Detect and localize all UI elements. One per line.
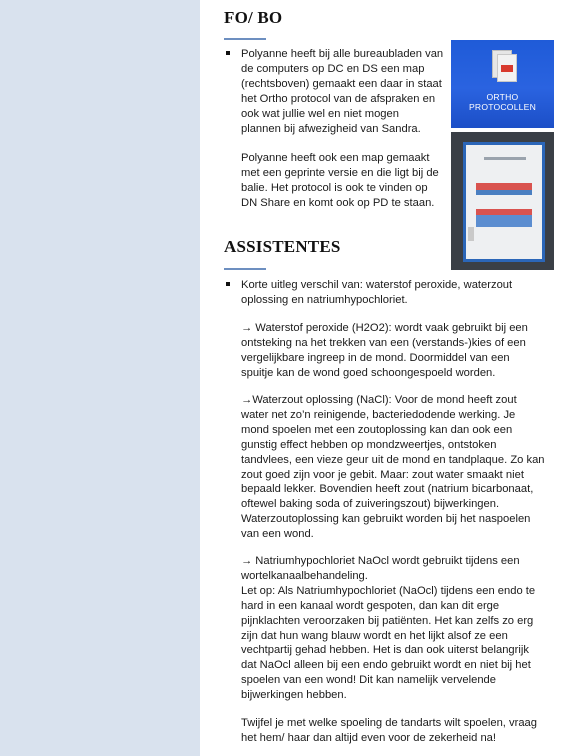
document-page <box>200 0 568 756</box>
desktop-screenshot-image <box>451 40 554 128</box>
printed-protocol-photo <box>451 132 554 270</box>
section-title-underline <box>224 268 266 270</box>
sheet-title-line <box>484 157 526 160</box>
sheet-red-band <box>476 183 532 190</box>
sheet-blue-band <box>476 215 532 227</box>
folder-icon-label: ORTHO PROTOCOLLEN <box>469 92 536 112</box>
left-margin-panel <box>0 0 200 756</box>
paragraph-printed-folder: Polyanne heeft ook een map gemaakt met een geprinte versie en die ligt bij de balie. Het protocol is ook te vinden op DN Share en komt ook op PD te staan. <box>241 152 439 209</box>
section-title-assistentes: ASSISTENTES <box>224 237 341 256</box>
paragraph-peroxide: → Waterstof peroxide (H2O2): wordt vaak gebruikt bij een ontsteking na het trekken van een (verstands-)kies of een vergelijkbare ingreep in de mond. Doormiddel van een spuitje kan de wond goed schoongespoeld worden. <box>241 322 528 379</box>
section-title-underline <box>224 38 266 40</box>
pdf-badge-icon <box>501 65 513 72</box>
sheet-blue-band <box>476 190 532 195</box>
pdf-folder-icon <box>497 54 517 82</box>
protocol-sheet <box>463 142 545 262</box>
paragraph-folder-desktops: Polyanne heeft bij alle bureaubladen van de computers op DC en DS een map (rechtsboven) gemaakt een daar in staat het Ortho protocol van de afspraken en ook wat jullie wel en niet mogen plannen bij afwezigheid van Sandra. <box>241 48 444 135</box>
binder-tab <box>468 227 474 241</box>
paragraph-closing: Twijfel je met welke spoeling de tandarts wilt spoelen, vraag het hem/ haar dan altijd even voor de zekerheid na! <box>241 717 537 744</box>
bullet-marker <box>226 51 230 55</box>
paragraph-saline: →Waterzout oplossing (NaCl): Voor de mond heeft zout water net zo’n reinigende, bacteriedodende werking. Je mond spoelen met een zoutoplossing kan dan ook een gunstig effect hebben op mondzweertjes, ontstoken tandvlees, een vieze geur uit de mond en tandplaque. Zo kan zout goed zijn voor je gebit. Maar: zout water smaakt niet bepaald lekker. Bovendien heeft zout (natrium bicarbonaat, oftewel baking soda of zuiveringszout) bijwerkingen. Waterzoutoplossing kan gebruikt worden bij het naspoelen van een wond. <box>241 394 545 541</box>
paragraph-intro: Korte uitleg verschil van: waterstof peroxide, waterzout oplossing en natriumhypochloriet. <box>241 279 513 306</box>
section-title-fo-bo: FO/ BO <box>224 8 283 27</box>
bullet-marker <box>226 282 230 286</box>
paragraph-hypochlorite: → Natriumhypochloriet NaOcl wordt gebruikt tijdens een wortelkanaalbehandeling. Let op: Als Natriumhypochloriet (NaOcl) tijdens een endo te hard in een kanaal wordt gespoten, dan kan dit erge pijnklachten veroorzaken bij patiënten. Het kan zelfs zo erg zijn dat hun wang blauw wordt en het lijkt alsof ze een vechtpartij gehad hebben. Het is dan ook uiterst belangrijk dat NaOcl alleen bij een endo gebruikt wordt en niet bij het spoelen van een wond! Dit kan namelijk vervelende bijwerkingen hebben. <box>241 555 536 702</box>
